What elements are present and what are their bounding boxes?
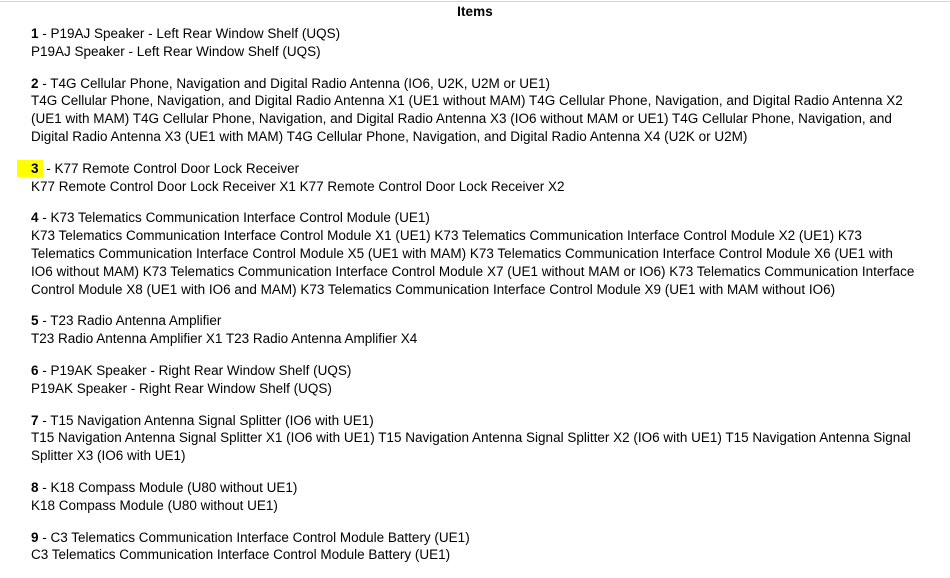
list-item-number: 7 [31,412,39,428]
list-item [31,529,916,565]
list-item-separator: - [38,75,51,91]
list-item-detail: K73 Telematics Communication Interface Control Module X1 (UE1) K73 Telematics Communication Interface Control Module X2 (UE1) K73 Telematics Communication Interface Control Module X5 (UE1 with MAM) K73 Telematics Communication Interface Control Module X6 (UE1 with IO6 without MAM) K73 Telematics Communication Interface Control Module X7 (UE1 without MAM or IO6) K73 Telematics Communication Interface Control Module X8 (UE1 with IO6 and MAM) K73 Telematics Communication Interface Control Module X9 (UE1 with MAM without IO6) [31,228,915,297]
list-item-separator: - [38,362,51,378]
list-item [31,25,916,61]
list-item-name: T23 Radio Antenna Amplifier [50,313,222,329]
list-item-heading [31,160,916,178]
list-item-number: 9 [31,529,39,545]
list-item-detail: C3 Telematics Communication Interface Control Module Battery (UE1) [31,547,451,563]
list-item-detail: T15 Navigation Antenna Signal Splitter X1 (IO6 with UE1) T15 Navigation Antenna Signal Splitter X2 (IO6 with UE1) T15 Navigation Antenna Signal Splitter X3 (IO6 with UE1) [31,430,911,464]
list-item-name: K73 Telematics Communication Interface Control Module (UE1) [50,210,430,226]
list-item-name: C3 Telematics Communication Interface Control Module Battery (UE1) [50,529,470,545]
list-item-detail: T4G Cellular Phone, Navigation, and Digital Radio Antenna X1 (UE1 without MAM) T4G Cellular Phone, Navigation, and Digital Radio Antenna X2 (UE1 with MAM) T4G Cellular Phone, Navigation, and Digital Radio Antenna X3 (IO6 without MAM or UE1) T4G Cellular Phone, Navigation, and Digital Radio Antenna X3 (UE1 with MAM) T4G Cellular Phone, Navigation, and Digital Radio Antenna X4 (U2K or U2M) [31,93,903,144]
list-item-name: P19AJ Speaker - Left Rear Window Shelf (UQS) [50,26,341,41]
top-divider [0,1,950,2]
list-item-separator: - [42,160,55,176]
list-item-heading [31,412,916,430]
list-item-number: 4 [31,210,39,226]
list-item-detail: P19AJ Speaker - Left Rear Window Shelf (UQS) [31,43,321,59]
list-item [31,75,916,146]
list-item-separator: - [38,529,51,545]
list-item [31,160,916,196]
list-item-name: K18 Compass Module (U80 without UE1) [50,479,298,495]
list-item-separator: - [38,26,51,41]
list-item-number: 2 [31,75,39,91]
list-item-heading [31,529,916,547]
list-item-name: T4G Cellular Phone, Navigation and Digital Radio Antenna (IO6, U2K, U2M or UE1) [50,75,551,91]
list-item-name: P19AK Speaker - Right Rear Window Shelf (UQS) [50,362,352,378]
list-item-heading [31,362,916,380]
list-item-number-highlighted: 3 [17,160,43,177]
list-item-heading [31,479,916,497]
page-title: Items [457,4,493,19]
list-item-number: 1 [31,26,39,41]
list-item [31,412,916,465]
list-item [31,479,916,515]
list-item-heading [31,209,916,227]
list-item [31,209,916,298]
list-item-name: K77 Remote Control Door Lock Receiver [54,160,300,176]
list-item-number: 8 [31,479,39,495]
list-item-name: T15 Navigation Antenna Signal Splitter (IO6 with UE1) [50,412,374,428]
list-item-heading [31,75,916,93]
list-item-detail: T23 Radio Antenna Amplifier X1 T23 Radio Antenna Amplifier X4 [31,331,418,347]
list-item [31,312,916,348]
list-item-detail: P19AK Speaker - Right Rear Window Shelf (UQS) [31,380,332,396]
list-item-separator: - [38,210,51,226]
list-item-detail: K18 Compass Module (U80 without UE1) [31,497,278,513]
items-list [31,25,916,578]
list-item-separator: - [38,412,51,428]
list-item-separator: - [38,313,51,329]
list-item-number: 5 [31,313,39,329]
list-item [31,362,916,398]
list-item-number: 6 [31,362,39,378]
list-item-separator: - [38,479,51,495]
list-item-heading [31,25,916,43]
list-item-heading [31,312,916,330]
list-item-detail: K77 Remote Control Door Lock Receiver X1 K77 Remote Control Door Lock Receiver X2 [31,178,565,194]
